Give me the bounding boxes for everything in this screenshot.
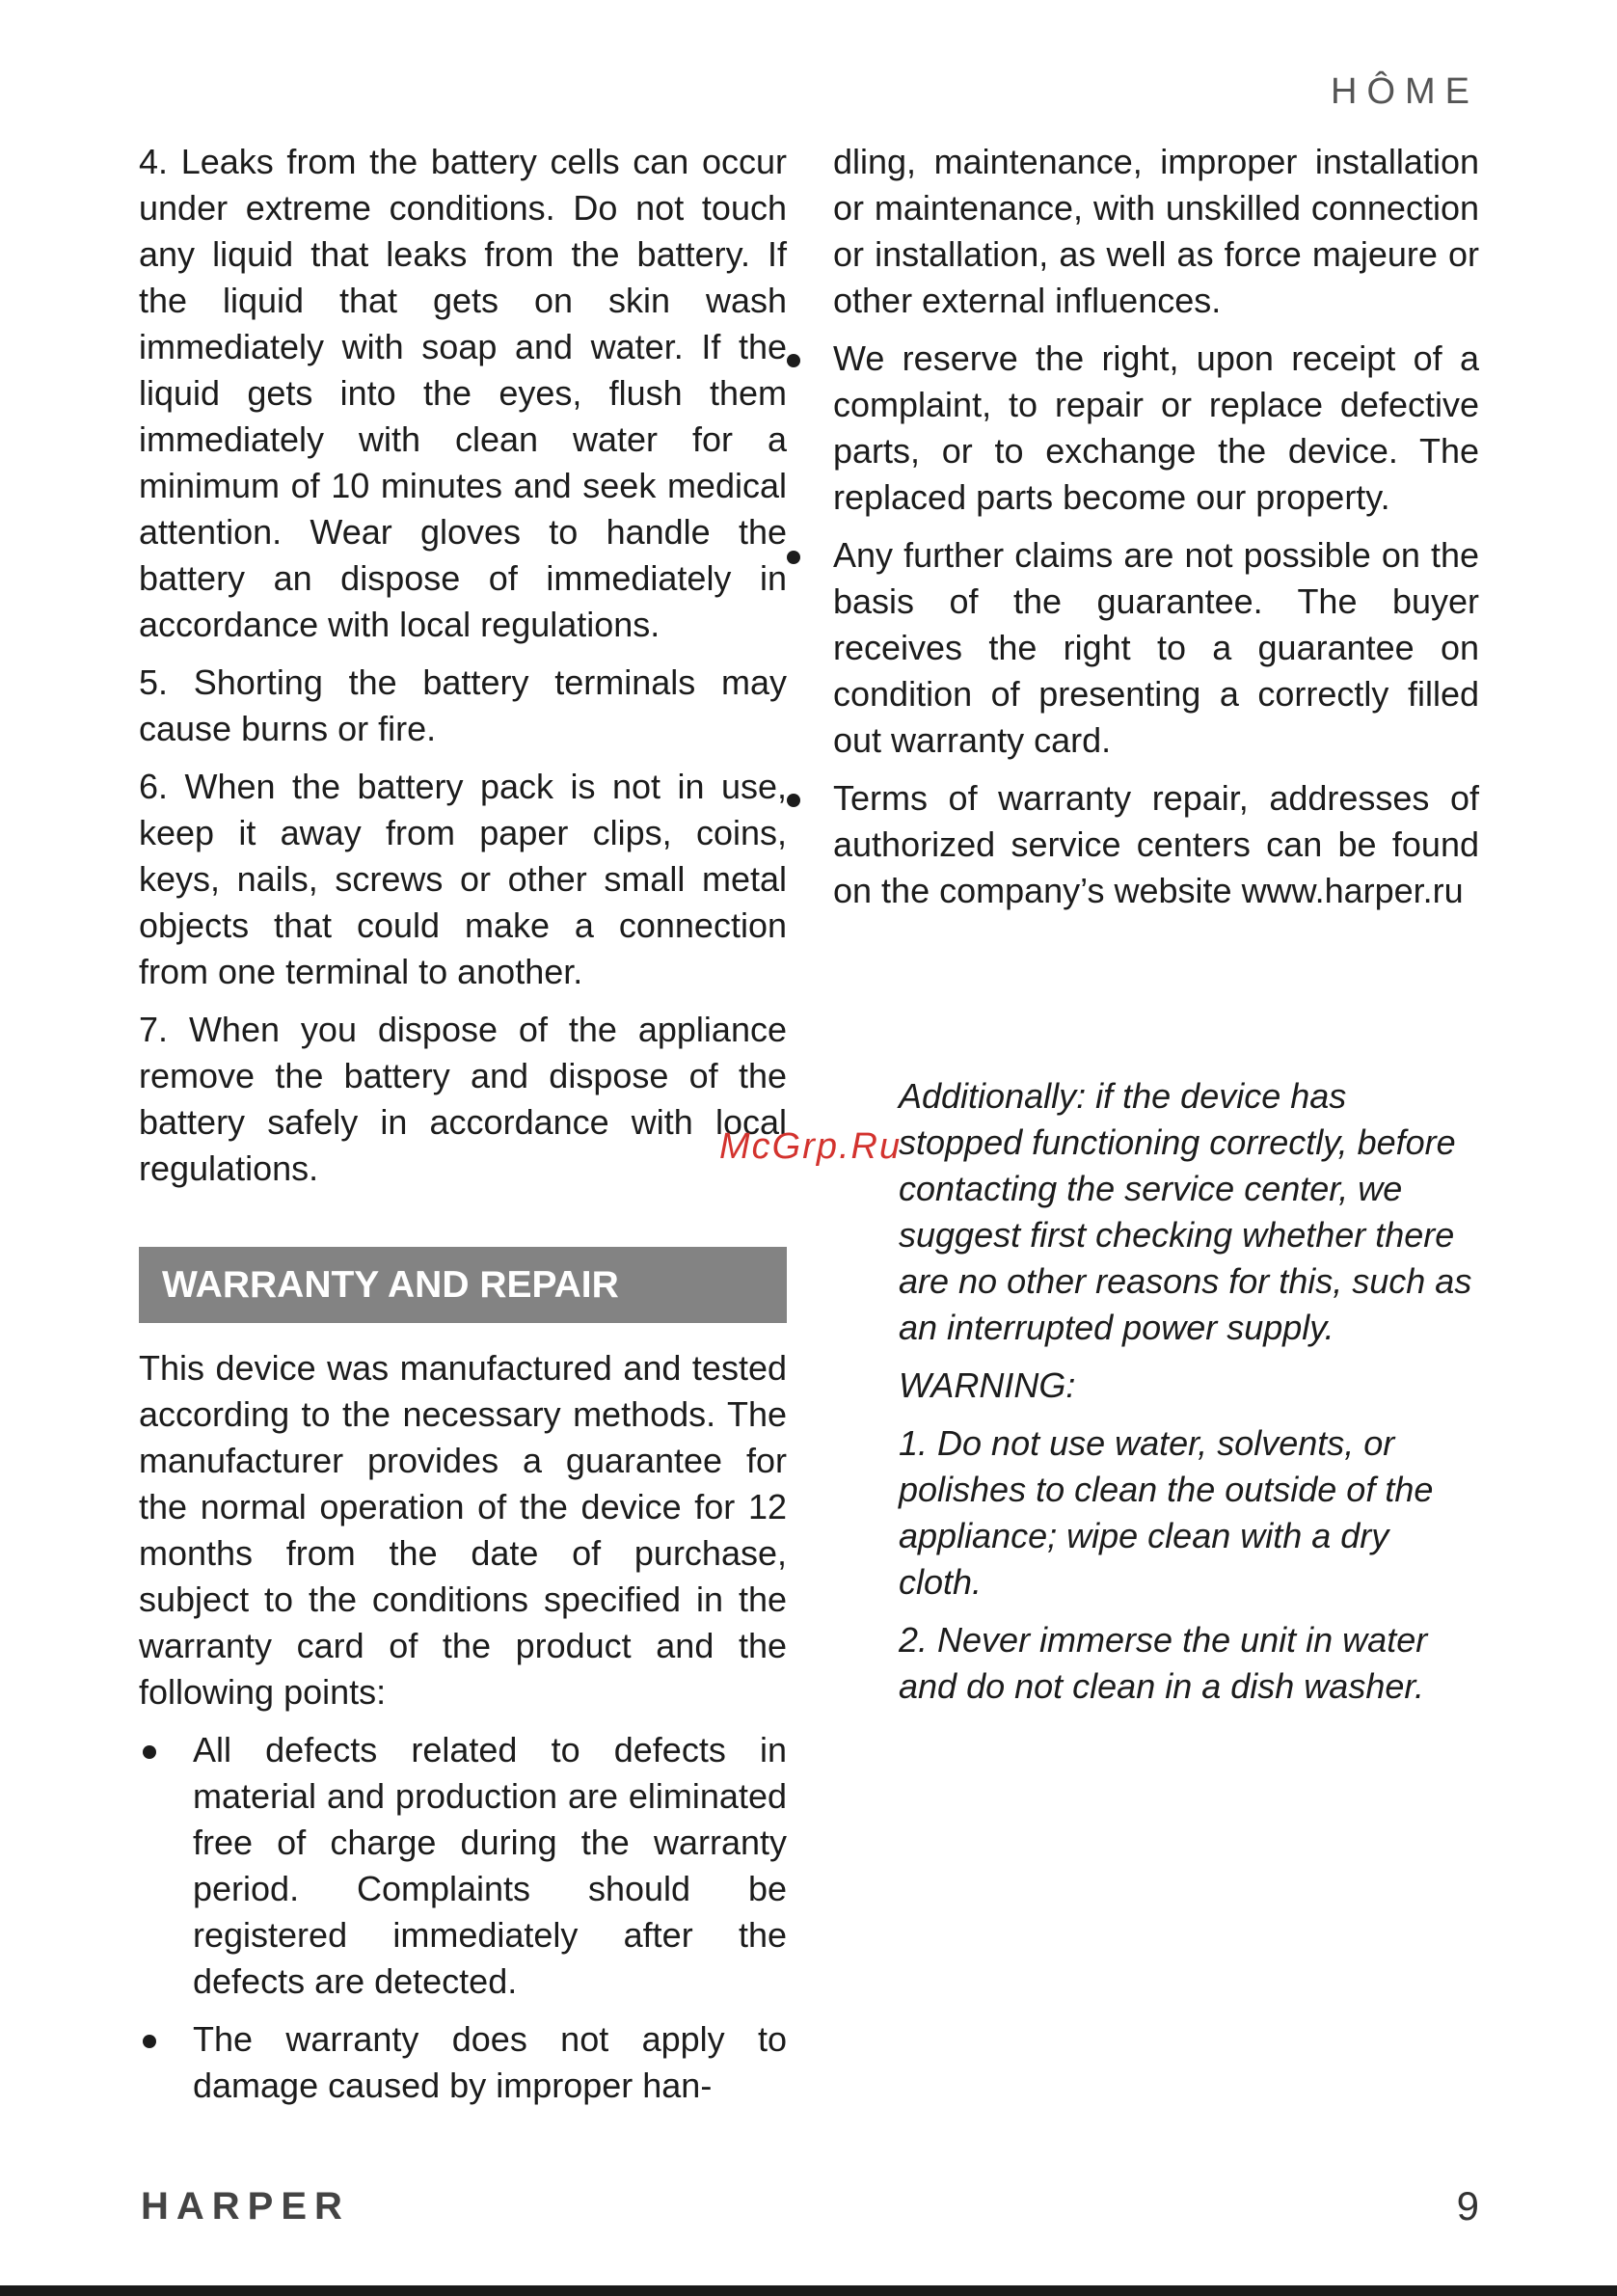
bullet-text: The warranty does not apply to damage caused by improper han- [193, 2019, 787, 2105]
care-note [899, 1073, 1477, 1721]
paragraph-shorting: 5. Shorting the battery terminals may cause burns or fire. [139, 662, 787, 748]
right-bullet-list [833, 336, 1479, 914]
section-header-warranty: WARRANTY AND REPAIR [139, 1247, 787, 1323]
list-item [139, 1727, 787, 2005]
list-item [139, 2016, 787, 2109]
bullet-text: All defects related to defects in material and production are eliminated free of charge during the warranty period. Complaints should be registered immediately after the defects are detected. [193, 1730, 787, 2001]
paragraph-disposal: 7. When you dispose of the appliance remove the battery and dispose of the battery safely in accordance with local regulations. [139, 1010, 787, 1188]
left-column [139, 139, 787, 1203]
bullet-text: Any further claims are not possible on the basis of the guarantee. The buyer receives the right to a guarantee on condition of presenting a correctly filled out warranty card. [833, 535, 1479, 760]
paragraph-continuation: dling, maintenance, improper installation or maintenance, with unskilled connection or installation, as well as force majeure or other external influences. [833, 142, 1479, 320]
bottom-rule [0, 2285, 1617, 2296]
warranty-section [139, 1345, 787, 2120]
paragraph-battery-storage: 6. When the battery pack is not in use, keep it away from paper clips, coins, keys, nails, screws or other small metal objects that could make a connection from one terminal to another. [139, 767, 787, 991]
warning-label: WARNING: [899, 1365, 1076, 1405]
home-brand-logo: HÔME [1331, 71, 1479, 112]
bullet-text: We reserve the right, upon receipt of a complaint, to repair or replace defective parts, or to exchange the device. The replaced parts become our property. [833, 338, 1479, 517]
right-column [833, 139, 1479, 926]
list-item [833, 336, 1479, 521]
warning-item-1: 1. Do not use water, solvents, or polishes to clean the outside of the appliance; wipe clean with a dry cloth. [899, 1423, 1434, 1602]
paragraph-leaks: 4. Leaks from the battery cells can occur under extreme conditions. Do not touch any liquid that leaks from the battery. If the liquid that gets on skin wash immediately with soap and water. If the liquid gets into the eyes, flush them immediately with clean water for a minimum of 10 minutes and seek medical attention. Wear gloves to handle the battery an dispose of immediately in accordance with local regulations. [139, 142, 787, 644]
page-number: 9 [1456, 2183, 1479, 2228]
harper-logo: HARPER [141, 2185, 350, 2228]
watermark: McGrp.Ru [719, 1126, 903, 1167]
bullet-text: Terms of warranty repair, addresses of authorized service centers can be found on the company’s website www.harper.ru [833, 778, 1479, 910]
note-additional: Additionally: if the device has stopped functioning correctly, before contacting the service center, we suggest first checking whether there are no other reasons for this, such as an interrupted power supply. [899, 1076, 1472, 1347]
warning-item-2: 2. Never immerse the unit in water and do not clean in a dish washer. [899, 1620, 1428, 1706]
warranty-bullet-list [139, 1727, 787, 2109]
warranty-intro: This device was manufactured and tested according to the necessary methods. The manufacturer provides a guarantee for the normal operation of the device for 12 months from the date of purchase, subject to the conditions specified in the warranty card of the product and the following points: [139, 1348, 787, 1712]
list-item [833, 532, 1479, 764]
list-item [833, 775, 1479, 914]
